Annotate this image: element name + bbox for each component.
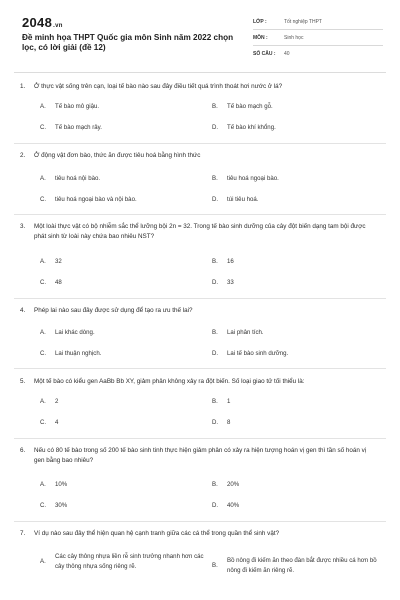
question-number: 4. — [20, 307, 26, 314]
document-meta — [253, 14, 383, 61]
option-1b[interactable]: B. Tế bào mạch gỗ. — [212, 103, 273, 110]
question-number: 2. — [20, 152, 26, 159]
question-6 — [0, 446, 400, 466]
option-3c[interactable]: C. 48 — [40, 279, 62, 286]
option-4a[interactable]: A. Lai khác dòng. — [40, 329, 95, 336]
question-5 — [0, 377, 400, 387]
option-4c[interactable]: C. Lai thuận nghịch. — [40, 350, 102, 357]
option-1d[interactable]: D. Tế bào khí khổng. — [212, 124, 276, 131]
meta-row-subject — [253, 30, 383, 46]
meta-value: 40 — [284, 50, 290, 57]
option-5b[interactable]: B. 1 — [212, 398, 231, 405]
option-1c[interactable]: C. Tế bào mạch rây. — [40, 124, 102, 131]
logo-main: 2048 — [22, 15, 53, 30]
question-divider — [14, 368, 386, 369]
meta-row-count — [253, 46, 383, 61]
question-1 — [0, 82, 400, 92]
site-logo[interactable] — [22, 15, 63, 30]
question-text: Ở động vật đơn bào, thức ăn được tiêu hoá bằng hình thức — [34, 152, 201, 159]
option-4d[interactable]: D. Lai tế bào sinh dưỡng. — [212, 350, 289, 357]
option-3d[interactable]: D. 33 — [212, 279, 234, 286]
question-text: Nếu có 80 tế bào trong số 200 tế bào sinh tinh thực hiện giảm phân có xảy ra hiện tượng hoán vị gen thì tần số hoán vị gen bằng bao nhiêu? — [34, 447, 367, 464]
option-4b[interactable]: B. Lai phân tích. — [212, 329, 264, 336]
option-7b[interactable]: B. Bồ nông đi kiếm ăn theo đàn bắt được nhiều cá hơn bồ nông đi kiếm ăn riêng rẽ. — [212, 557, 377, 574]
option-5a[interactable]: A. 2 — [40, 398, 59, 405]
option-3b[interactable]: B. 16 — [212, 258, 234, 265]
question-divider — [14, 298, 386, 299]
option-6d[interactable]: D. 40% — [212, 502, 240, 509]
question-text: Ví dụ nào sau đây thể hiện quan hệ cạnh tranh giữa các cá thể trong quần thể sinh vật? — [34, 530, 280, 537]
option-3a[interactable]: A. 32 — [40, 258, 62, 265]
option-1a[interactable]: A. Tế bào mô giậu. — [40, 103, 100, 110]
question-2 — [0, 151, 400, 161]
option-6c[interactable]: C. 30% — [40, 502, 68, 509]
option-2d[interactable]: D. túi tiêu hoá. — [212, 196, 259, 203]
question-4 — [0, 306, 400, 316]
question-divider — [14, 143, 386, 144]
question-number: 5. — [20, 378, 26, 385]
option-7a[interactable]: A. Các cây thông nhựa liền rễ sinh trưởng nhanh hơn các cây thông nhựa sống riêng rẽ. — [40, 553, 204, 570]
question-text: Ở thực vật sống trên cạn, loại tế bào nào sau đây điều tiết quá trình thoát hơi nước ở lá? — [34, 83, 283, 90]
question-number: 6. — [20, 447, 26, 454]
option-6b[interactable]: B. 20% — [212, 481, 240, 488]
question-3 — [0, 222, 400, 242]
meta-value: Sinh học — [284, 34, 304, 41]
meta-label: SỐ CÂU : — [253, 50, 276, 57]
option-5c[interactable]: C. 4 — [40, 419, 59, 426]
question-divider — [14, 438, 386, 439]
option-2a[interactable]: A. tiêu hoá nội bào. — [40, 175, 101, 182]
meta-value: Tốt nghiệp THPT — [284, 18, 322, 25]
option-2c[interactable]: C. tiêu hoá ngoại bào và nội bào. — [40, 196, 137, 203]
document-header — [0, 0, 400, 70]
meta-row-class — [253, 14, 383, 30]
meta-label: LỚP : — [253, 18, 267, 25]
question-divider — [14, 521, 386, 522]
logo-suffix: .vn — [53, 23, 63, 29]
question-number: 1. — [20, 83, 26, 90]
question-text: Phép lai nào sau đây được sử dụng để tạo ra ưu thế lai? — [34, 307, 193, 314]
meta-label: MÔN : — [253, 34, 268, 41]
question-number: 3. — [20, 223, 26, 230]
question-text: Một tế bào có kiểu gen AaBb Bb XY, giảm phân không xảy ra đột biến. Số loại giao tử tối thiểu là: — [34, 378, 305, 385]
question-7 — [0, 529, 400, 539]
option-2b[interactable]: B. tiêu hoá ngoại bào. — [212, 175, 279, 182]
header-divider — [14, 72, 386, 73]
question-divider — [14, 214, 386, 215]
option-6a[interactable]: A. 10% — [40, 481, 68, 488]
question-number: 7. — [20, 530, 26, 537]
option-5d[interactable]: D. 8 — [212, 419, 231, 426]
document-title: Đề minh họa THPT Quốc gia môn Sinh năm 2022 chọn lọc, có lời giải (đề 12) — [22, 33, 234, 52]
question-text: Một loài thực vật có bộ nhiễm sắc thể lưỡng bội 2n = 32. Trong tế bào sinh dưỡng của cây đột biến dạng tam bội được phát sinh từ loài này chứa bao nhiêu NST? — [34, 223, 366, 240]
